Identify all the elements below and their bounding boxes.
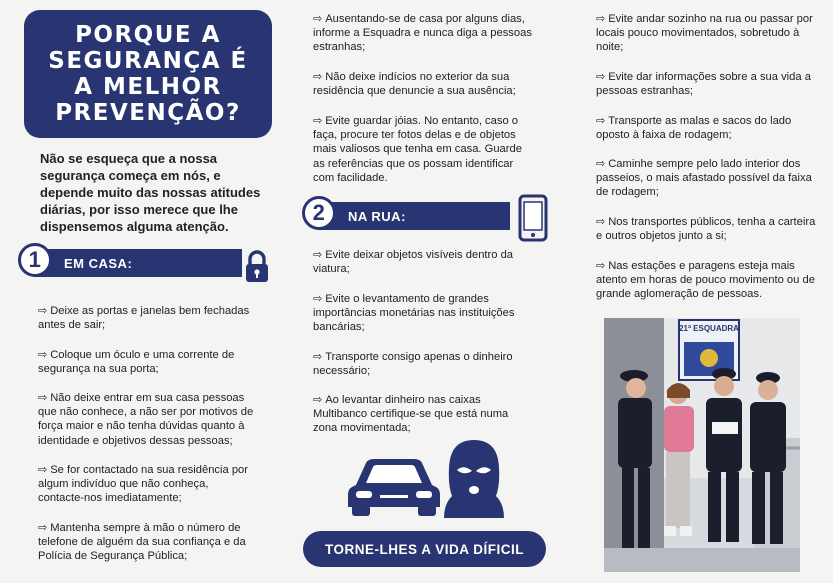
list-item: ⇨ Não deixe entrar em sua casa pessoas que não conhece, a não ser por motivos de força maior e não tenha dúvidas quanto à identidade e objetivos dessas pessoas; — [38, 392, 254, 447]
list-item: ⇨ Não deixe indícios no exterior da sua residência que denuncie a sua ausência; — [313, 71, 516, 98]
list-item: ⇨ Evite deixar objetos visíveis dentro da viatura; — [313, 249, 514, 276]
arrow-icon: ⇨ — [38, 392, 48, 404]
list-item: ⇨ Ao levantar dinheiro nas caixas Multibanco certifique-se que está numa zona movimentada; — [313, 394, 509, 435]
section-number-1: 1 — [18, 243, 52, 277]
photo-sign-text: 21ª ESQUADRA — [679, 324, 739, 333]
list-item: ⇨ Mantenha sempre à mão o número de telefone de alguém da sua confiança e da Polícia de Segurança Pública; — [38, 522, 246, 563]
arrow-icon: ⇨ — [596, 71, 606, 83]
arrow-icon: ⇨ — [596, 13, 606, 25]
title-line-4: PREVENÇÃO? — [55, 100, 241, 126]
title-line-2: SEGURANÇA É — [48, 48, 248, 74]
arrow-icon: ⇨ — [38, 349, 48, 361]
arrow-icon: ⇨ — [313, 351, 323, 363]
section-na-rua-header — [306, 202, 510, 230]
list-item: ⇨ Evite dar informações sobre a sua vida a pessoas estranhas; — [596, 71, 811, 98]
arrow-icon: ⇨ — [596, 260, 606, 272]
car-icon — [346, 455, 442, 517]
list-item: ⇨ Caminhe sempre pelo lado interior dos passeios, o mais afastado possível da faixa de rodagem; — [596, 158, 812, 199]
intro-text: Não se esqueça que a nossa segurança começa em nós, e depende muito das nossas atitudes diárias, por isso merece que lhe dispensemos alguma atenção. — [40, 151, 261, 234]
arrow-icon: ⇨ — [313, 394, 323, 406]
section-na-rua-label: NA RUA: — [348, 208, 406, 224]
arrow-icon: ⇨ — [596, 216, 606, 228]
list-item: ⇨ Nos transportes públicos, tenha a carteira e outros objetos junto a si; — [596, 216, 816, 243]
arrow-icon: ⇨ — [313, 293, 323, 305]
arrow-icon: ⇨ — [38, 522, 48, 534]
list-item: ⇨ Se for contactado na sua residência por algum indivíduo que não conheça, contacte-nos imediatamente; — [38, 464, 248, 505]
police-photo — [604, 318, 800, 572]
list-item: ⇨ Coloque um óculo e uma corrente de segurança na sua porta; — [38, 349, 235, 376]
list-item: ⇨ Evite andar sozinho na rua ou passar por locais pouco movimentados, sobretudo à noite; — [596, 13, 813, 54]
balaclava-icon — [444, 438, 504, 520]
arrow-icon: ⇨ — [313, 71, 323, 83]
title-box — [24, 10, 272, 138]
cta-banner: TORNE-LHES A VIDA DÍFICIL — [303, 531, 546, 567]
smartphone-icon — [518, 194, 548, 242]
arrow-icon: ⇨ — [38, 464, 48, 476]
list-item: ⇨ Ausentando-se de casa por alguns dias, informe a Esquadra e nunca diga a pessoas estranhas; — [313, 13, 532, 54]
section-em-casa-label: EM CASA: — [64, 255, 133, 271]
list-item: ⇨ Transporte consigo apenas o dinheiro necessário; — [313, 351, 513, 378]
arrow-icon: ⇨ — [313, 249, 323, 261]
arrow-icon: ⇨ — [38, 305, 48, 317]
list-item: ⇨ Nas estações e paragens esteja mais atento em horas de pouco movimento ou de grande aglomeração de pessoas. — [596, 260, 815, 301]
section-em-casa-header — [22, 249, 242, 277]
list-item: ⇨ Evite guardar jóias. No entanto, caso o faça, procure ter fotos delas e de objetos mais valiosos que tenha em casa. Guarde as referências que os possam identificar com facilidade. — [313, 115, 522, 184]
list-item: ⇨ Deixe as portas e janelas bem fechadas antes de sair; — [38, 305, 250, 332]
arrow-icon: ⇨ — [313, 115, 323, 127]
title-line-3: A MELHOR — [74, 74, 222, 100]
list-item: ⇨ Transporte as malas e sacos do lado oposto à faixa de rodagem; — [596, 115, 792, 142]
lock-icon — [244, 250, 270, 284]
section-number-2: 2 — [302, 196, 336, 230]
list-item: ⇨ Evite o levantamento de grandes importâncias monetárias nas instituições bancárias; — [313, 293, 515, 334]
arrow-icon: ⇨ — [596, 115, 606, 127]
arrow-icon: ⇨ — [596, 158, 606, 170]
title-line-1: PORQUE A — [75, 22, 221, 48]
arrow-icon: ⇨ — [313, 13, 323, 25]
